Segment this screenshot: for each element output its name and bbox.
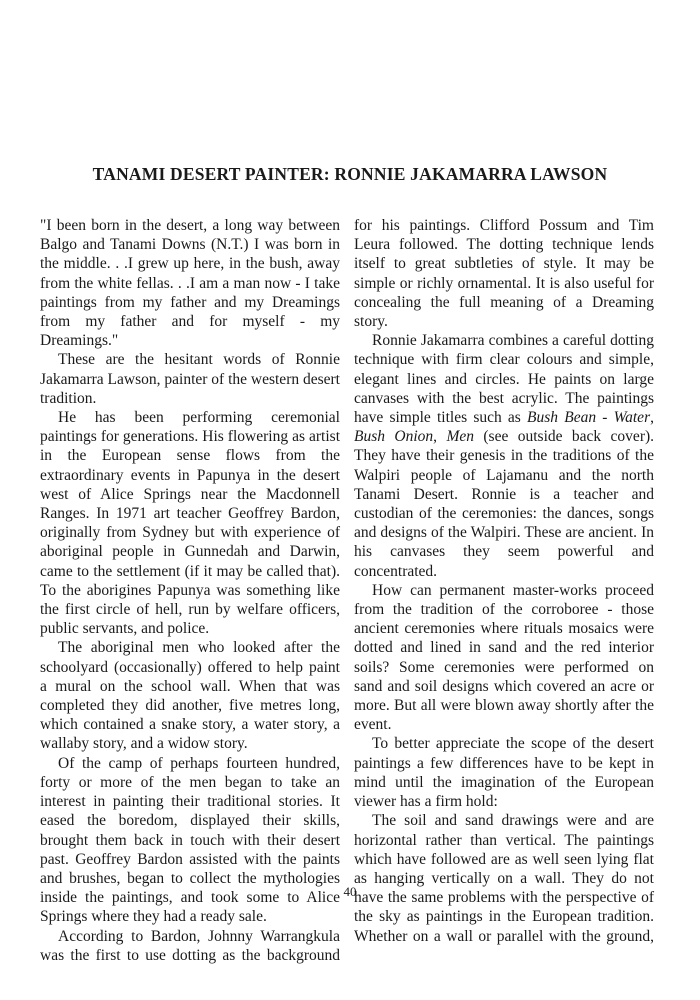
body-paragraph: [354, 331, 654, 581]
left-text-column: [40, 216, 340, 965]
separator-text: -: [596, 409, 614, 427]
body-paragraph: How can permanent master-works proceed from the tradition of the corroboree - those ancient ceremonies where rituals mosaics were dotted and lined in sand and the red interior soils? Some ceremonies were performed on sand and soil designs which covered an acre or more. But all were blown away shortly after the event.: [354, 581, 654, 734]
body-paragraph: To better appreciate the scope of the desert paintings a few differences have to be kept in mind until the imagination of the European viewer has a firm hold:: [354, 735, 654, 811]
body-paragraph: He has been performing ceremonial paintings for generations. His flowering as artist in the European sense flows from the extraordinary events in Papunya in the desert west of Alice Springs near the Macdonnell Ranges. In 1971 art teacher Geoffrey Bardon, originally from Sydney but with experience of aboriginal people in Gunnedah and Darwin, came to the settlement (if it may be called that). To the aborigines Papunya was something like the first circle of hell, run by welfare officers, public servants, and police.: [40, 409, 340, 638]
article-title: TANAMI DESERT PAINTER: RONNIE JAKAMARRA LAWSON: [92, 164, 608, 184]
body-paragraph: The aboriginal men who looked after the schoolyard (occasionally) offered to help paint a mural on the school wall. When that was completed they did another, five metres long, which contained a snake story, a water story, a wallaby story, and a widow story.: [40, 639, 340, 753]
painting-title: Bush Onion: [354, 428, 434, 446]
paragraph-text: Ronnie Jakamarra combines a careful dotting technique with firm clear colours and simple, elegant lines and circles. He paints on large canvases with the best acrylic. The paintings have simple titles such as: [354, 332, 654, 427]
opening-quote-paragraph: "I been born in the desert, a long way between Balgo and Tanami Downs (N.T.) I was born in the middle. . .I grew up here, in the bush, away from the white fellas. . .I am a man now - I take paintings from my father and my Dreamings from my father and for myself - my Dreamings.": [40, 217, 340, 350]
painting-title: Bush Bean: [527, 409, 597, 427]
paragraph-text: (see outside back cover). They have their genesis in the traditions of the Walpiri people of Lajamanu and the north Tanami Desert. Ronnie is a teacher and custodian of the ceremonies: the dances, songs and designs of the Walpiri. These are ancient. In his canvases they seem powerful and concentrated.: [354, 428, 655, 580]
body-paragraph: Of the camp of perhaps fourteen hundred, forty or more of the men began to take an interest in painting their traditional stories. It eased the boredom, displayed their skills, brought them back in touch with their desert past. Geoffrey Bardon assisted with the paints and brushes, began to collect the mythologies inside the paintings, and took some to Alice Springs where they had a ready sale.: [40, 754, 340, 926]
separator-text: ,: [433, 428, 447, 446]
painting-title: Water: [613, 409, 651, 427]
body-paragraph-continues: The soil and sand drawings were and are horizontal rather than vertical. The paintings which have followed are as well seen lying flat as hanging vertically on a wall. They do not have the same problems with the perspective of the sky as paintings in the European tradition. Whether on a wall or parallel with the ground,: [354, 812, 654, 945]
separator-text: ,: [650, 409, 654, 427]
continued-paragraph: for his paintings. Clifford Possum and Tim Leura followed. The dotting technique lends itself to great subtleties of style. It may be simple or richly ornamental. It is also useful for concealing the full meaning of a Dreaming story.: [354, 217, 654, 331]
body-paragraph: These are the hesitant words of Ronnie Jakamarra Lawson, painter of the western desert tradition.: [40, 351, 340, 407]
page-number: 40: [343, 884, 357, 899]
body-paragraph-continues: According to Bardon, Johnny Warrangkula was the first to use dotting as the background: [40, 927, 340, 964]
painting-title: Men: [446, 428, 474, 446]
right-text-column: [354, 216, 654, 946]
